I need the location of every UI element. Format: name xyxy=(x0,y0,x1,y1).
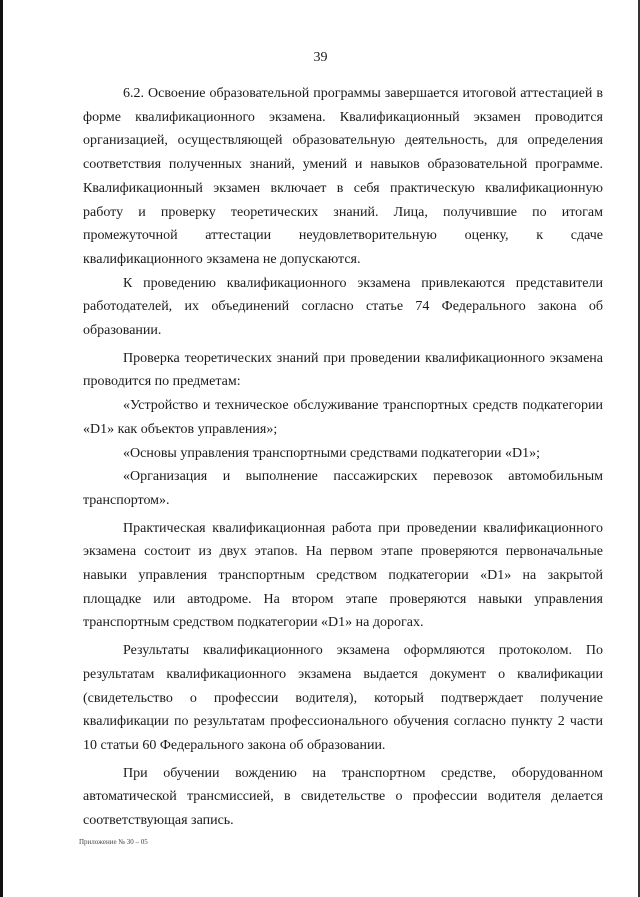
page-number: 39 xyxy=(313,50,328,65)
document-body xyxy=(83,82,603,833)
paragraph-theory-check: Проверка теоретических знаний при проведении квалификационного экзамена проводится по предметам: xyxy=(83,350,603,390)
paragraph-practical-work: Практическая квалификационная работа при проведении квалификационного экзамена состоит из двух этапов. На первом этапе проверяются первоначальные навыки управления транспортным средством подкатегории «D1» на закрытой площадке или автодроме. На втором этапе проверяются навыки управления транспортным средством подкатегории «D1» на дорогах. xyxy=(83,520,603,631)
paragraph-subject-1: «Устройство и техническое обслуживание транспортных средств подкатегории «D1» как объектов управления»; xyxy=(83,398,603,437)
paragraph-subject-3: «Организация и выполнение пассажирских перевозок автомобильным транспортом». xyxy=(83,469,603,508)
footer-appendix-note: Приложение № 30 – 05 xyxy=(79,838,148,846)
paragraph-automatic-transmission: При обучении вождению на транспортном средстве, оборудованном автоматической трансмиссией, в свидетельстве о профессии водителя делается соответствующая запись. xyxy=(83,765,603,829)
paragraph-exam-overview: 6.2. Освоение образовательной программы завершается итоговой аттестацией в форме квалификационного экзамена. Квалификационный экзамен проводится организацией, осуществляющей образовательную деятельность, для определения соответствия полученных знаний, умений и навыков образовательной программе. Квалификационный экзамен включает в себя практическую квалификационную работу и проверку теоретических знаний. Лица, получившие по итогам промежуточной аттестации неудовлетворительную оценку, к сдаче квалификационного экзамена не допускаются. xyxy=(83,86,603,267)
paragraph-employers: К проведению квалификационного экзамена привлекаются представители работодателей, их объединений согласно статье 74 Федерального закона об образовании. xyxy=(83,275,603,339)
paragraph-subject-2: «Основы управления транспортными средствами подкатегории «D1»; xyxy=(123,445,541,461)
paragraph-results: Результаты квалификационного экзамена оформляются протоколом. По результатам квалификационного экзамена выдается документ о квалификации (свидетельство о профессии водителя), который подтверждает получение квалификации по результатам профессионального обучения согласно пункту 2 части 10 статьи 60 Федерального закона об образовании. xyxy=(83,643,603,753)
